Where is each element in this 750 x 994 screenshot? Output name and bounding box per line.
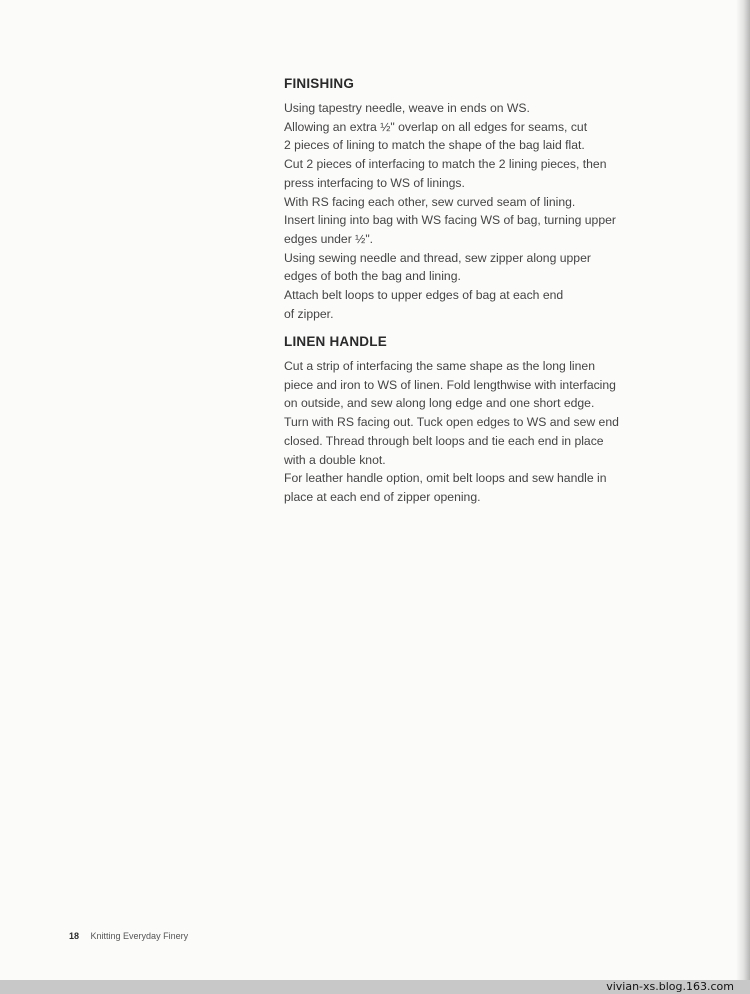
text-line: With RS facing each other, sew curved seam of lining. [284, 194, 576, 209]
text-line: Turn with RS facing out. Tuck open edges to WS and sew end [284, 415, 619, 430]
section-finishing [284, 76, 644, 323]
text-line: Attach belt loops to upper edges of bag at each end [284, 288, 564, 303]
page-spine-shadow [736, 0, 750, 980]
text-line: Using tapestry needle, weave in ends on WS. [284, 101, 530, 115]
text-line: on outside, and sew along long edge and one short edge. [284, 396, 595, 411]
finishing-text [284, 99, 644, 323]
text-line: with a double knot. [284, 452, 386, 467]
text-line: For leather handle option, omit belt loops and sew handle in [284, 471, 607, 486]
text-line: closed. Thread through belt loops and tie each end in place [284, 433, 604, 448]
watermark-text: vivian-xs.blog.163.com [606, 980, 734, 993]
section-heading-finishing: FINISHING [284, 76, 355, 91]
text-line: Using sewing needle and thread, sew zipper along upper [284, 250, 591, 265]
text-line: of zipper. [284, 306, 334, 321]
text-line: Allowing an extra ½" overlap on all edges for seams, cut [284, 119, 588, 134]
text-line: press interfacing to WS of linings. [284, 175, 465, 190]
text-line: edges of both the bag and lining. [284, 269, 461, 284]
section-linen-handle [284, 334, 644, 507]
text-line: Cut 2 pieces of interfacing to match the 2 lining pieces, then [284, 157, 607, 172]
book-title: Knitting Everyday Finery [90, 931, 189, 941]
linen-handle-text [284, 357, 644, 507]
text-line: Insert lining into bag with WS facing WS of bag, turning upper [284, 213, 616, 228]
page-number: 18 [69, 931, 80, 941]
watermark-bar [0, 980, 750, 994]
text-line: 2 pieces of lining to match the shape of the bag laid flat. [284, 138, 585, 153]
text-line: Cut a strip of interfacing the same shape as the long linen [284, 359, 595, 373]
section-heading-linen-handle: LINEN HANDLE [284, 334, 387, 349]
page-footer [69, 931, 188, 941]
text-line: edges under ½". [284, 231, 374, 246]
text-line: place at each end of zipper opening. [284, 489, 481, 504]
text-line: piece and iron to WS of linen. Fold lengthwise with interfacing [284, 377, 616, 392]
